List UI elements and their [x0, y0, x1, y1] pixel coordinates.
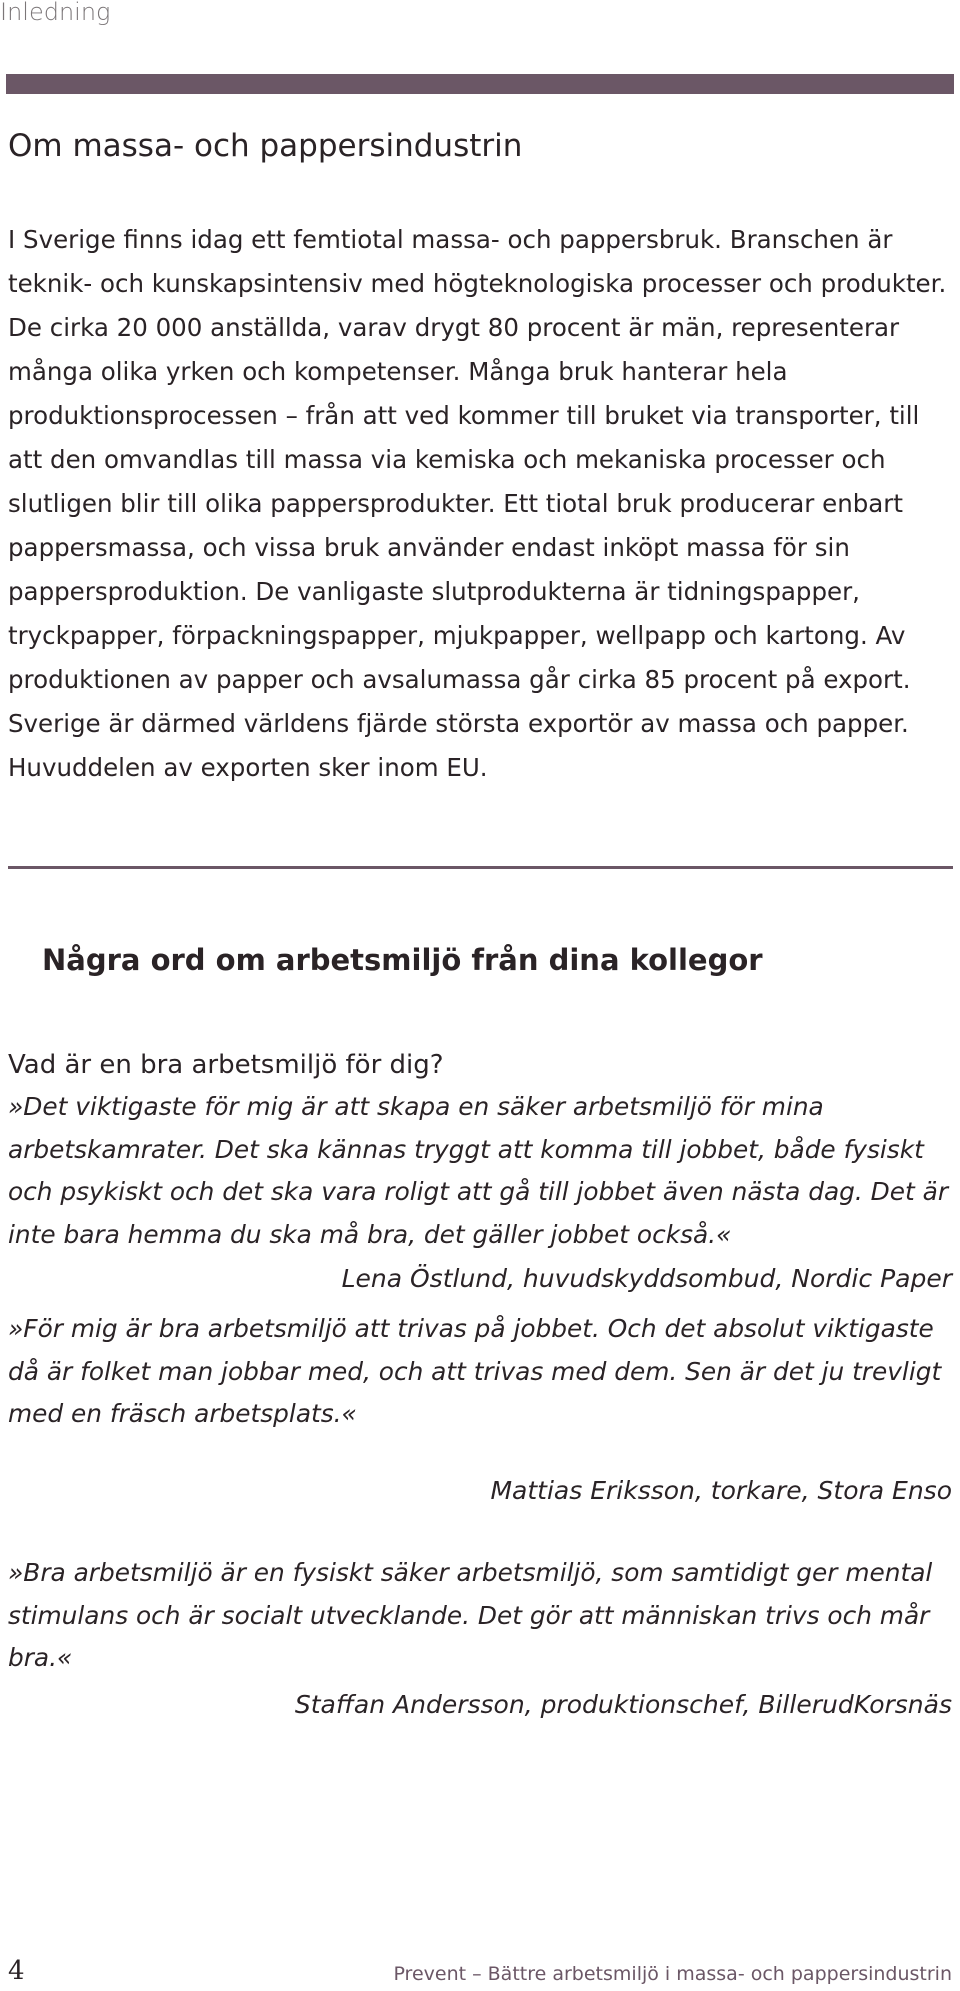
- section-divider: [8, 866, 953, 869]
- running-head: Inledning: [0, 0, 111, 26]
- footer-publication-title: Prevent – Bättre arbetsmiljö i massa- och pappersindustrin: [393, 1963, 952, 1985]
- quote-text: »Det viktigaste för mig är att skapa en säker arbetsmiljö för mina arbetskamrater. Det ska kännas tryggt att komma till jobbet, både fysiskt och psykiskt och det ska vara roligt att gå till jobbet även nästa dag. Det är inte bara hemma du ska må bra, det gäller jobbet också.«: [8, 1092, 949, 1249]
- quote-attribution: Mattias Eriksson, torkare, Stora Enso: [490, 1476, 952, 1505]
- quote-text: »Bra arbetsmiljö är en fysiskt säker arbetsmiljö, som samtidigt ger mental stimulans och är socialt utvecklande. Det gör att människan trivs och mår bra.«: [8, 1558, 933, 1672]
- section-title: Om massa- och pappersindustrin: [8, 128, 523, 164]
- question-heading: Vad är en bra arbetsmiljö för dig?: [8, 1050, 444, 1080]
- page-number: 4: [8, 1956, 25, 1986]
- quote-attribution: Lena Östlund, huvudskyddsombud, Nordic Paper: [341, 1264, 952, 1293]
- quote-text: »För mig är bra arbetsmiljö att trivas på jobbet. Och det absolut viktigaste då är folket man jobbar med, och att trivas med dem. Sen är det ju trevligt med en fräsch arbetsplats.«: [8, 1314, 942, 1428]
- colleagues-heading: Några ord om arbetsmiljö från dina kollegor: [42, 943, 763, 977]
- quote-attribution: Staffan Andersson, produktionschef, BillerudKorsnäs: [294, 1690, 952, 1719]
- top-accent-bar: [6, 74, 954, 94]
- intro-paragraph: I Sverige finns idag ett femtiotal massa- och pappersbruk. Branschen är teknik- och kunskapsintensiv med högteknologiska processer och produkter. De cirka 20 000 anställda, varav drygt 80 procent är män, representerar många olika yrken och kompetenser. Många bruk hanterar hela produktionsprocessen – från att ved kommer till bruket via transporter, till att den omvandlas till massa via kemiska och mekaniska processer och slutligen blir till olika pappersprodukter. Ett tiotal bruk producerar enbart pappersmassa, och vissa bruk använder endast inköpt massa för sin pappersproduktion. De vanligaste slutprodukterna är tidningspapper, tryckpapper, förpackningspapper, mjukpapper, wellpapp och kartong. Av produktionen av papper och avsalumassa går cirka 85 procent på export. Sverige är därmed världens fjärde största exportör av massa och papper. Huvuddelen av exporten sker inom EU.: [8, 225, 947, 782]
